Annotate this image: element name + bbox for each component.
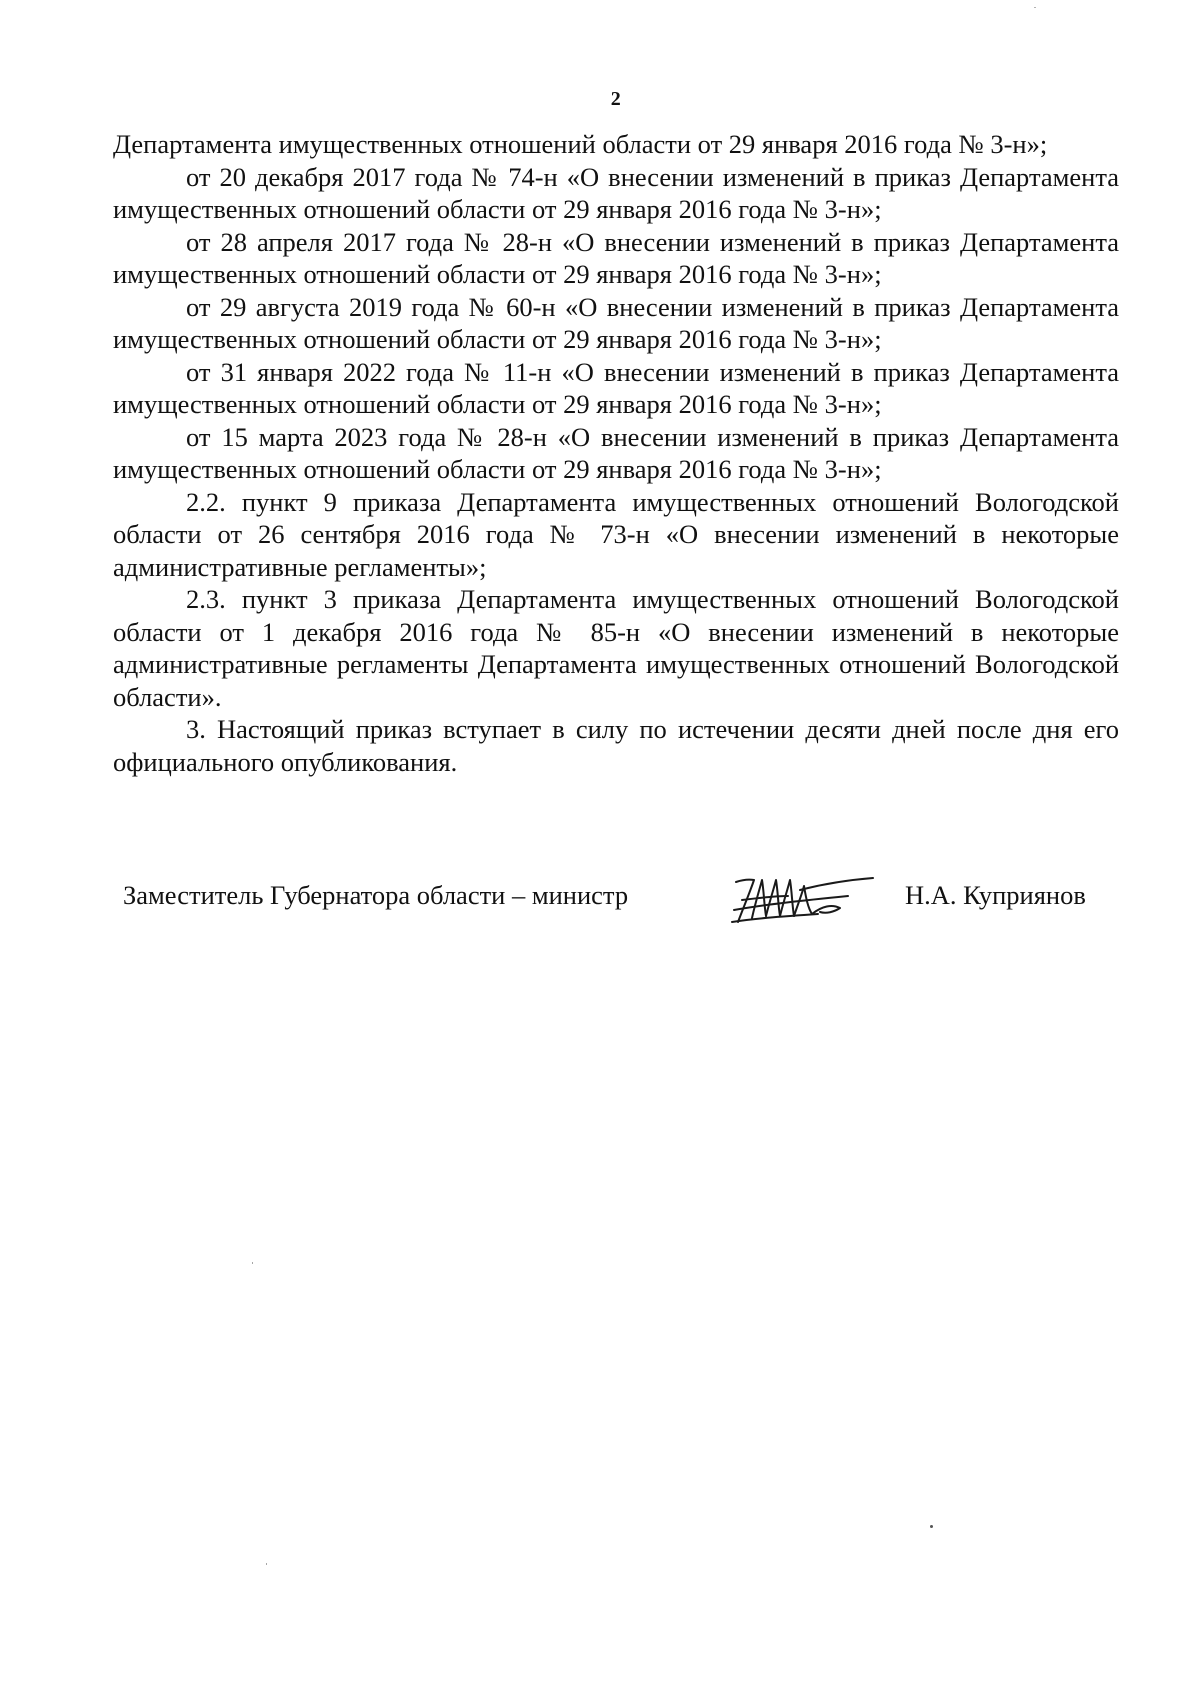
scan-speck — [930, 1525, 933, 1528]
handwritten-signature-icon — [728, 870, 878, 932]
paragraph: 2.2. пункт 9 приказа Департамента имущественных отношений Вологодской области от 26 сентября 2016 года № 73-н «О внесении изменений в некоторые административные регламенты»; — [113, 486, 1119, 582]
paragraph: от 31 января 2022 года № 11-н «О внесении изменений в приказ Департамента имущественных отношений области от 29 января 2016 года № 3-н»; — [113, 356, 1119, 419]
signatory-position: Заместитель Губернатора области – министр — [123, 880, 629, 910]
document-body — [113, 128, 1119, 778]
paragraph: от 28 апреля 2017 года № 28-н «О внесении изменений в приказ Департамента имущественных отношений области от 29 января 2016 года № 3-н»; — [113, 226, 1119, 289]
paragraph: от 20 декабря 2017 года № 74-н «О внесении изменений в приказ Департамента имущественных отношений области от 29 января 2016 года № 3-н»; — [113, 161, 1119, 224]
paragraph: Департамента имущественных отношений области от 29 января 2016 года № 3-н»; — [113, 129, 1048, 159]
paragraph: 3. Настоящий приказ вступает в силу по истечении десяти дней после дня его официального опубликования. — [113, 714, 1119, 777]
signature-block — [0, 870, 1200, 950]
paragraph: от 15 марта 2023 года № 28-н «О внесении изменений в приказ Департамента имущественных отношений области от 29 января 2016 года № 3-н»; — [113, 421, 1119, 484]
scan-speck — [1034, 7, 1036, 8]
paragraph: 2.3. пункт 3 приказа Департамента имущественных отношений Вологодской области от 1 декабря 2016 года № 85-н «О внесении изменений в некоторые административные регламенты Департамента имущественных отношений Вологодской области». — [113, 584, 1119, 712]
paragraph: от 29 августа 2019 года № 60-н «О внесении изменений в приказ Департамента имущественных отношений области от 29 января 2016 года № 3-н»; — [113, 291, 1119, 354]
scan-speck — [266, 1563, 267, 1565]
signatory-name: Н.А. Куприянов — [905, 880, 1086, 910]
scan-speck — [252, 1262, 253, 1264]
page-number: 2 — [610, 88, 622, 110]
